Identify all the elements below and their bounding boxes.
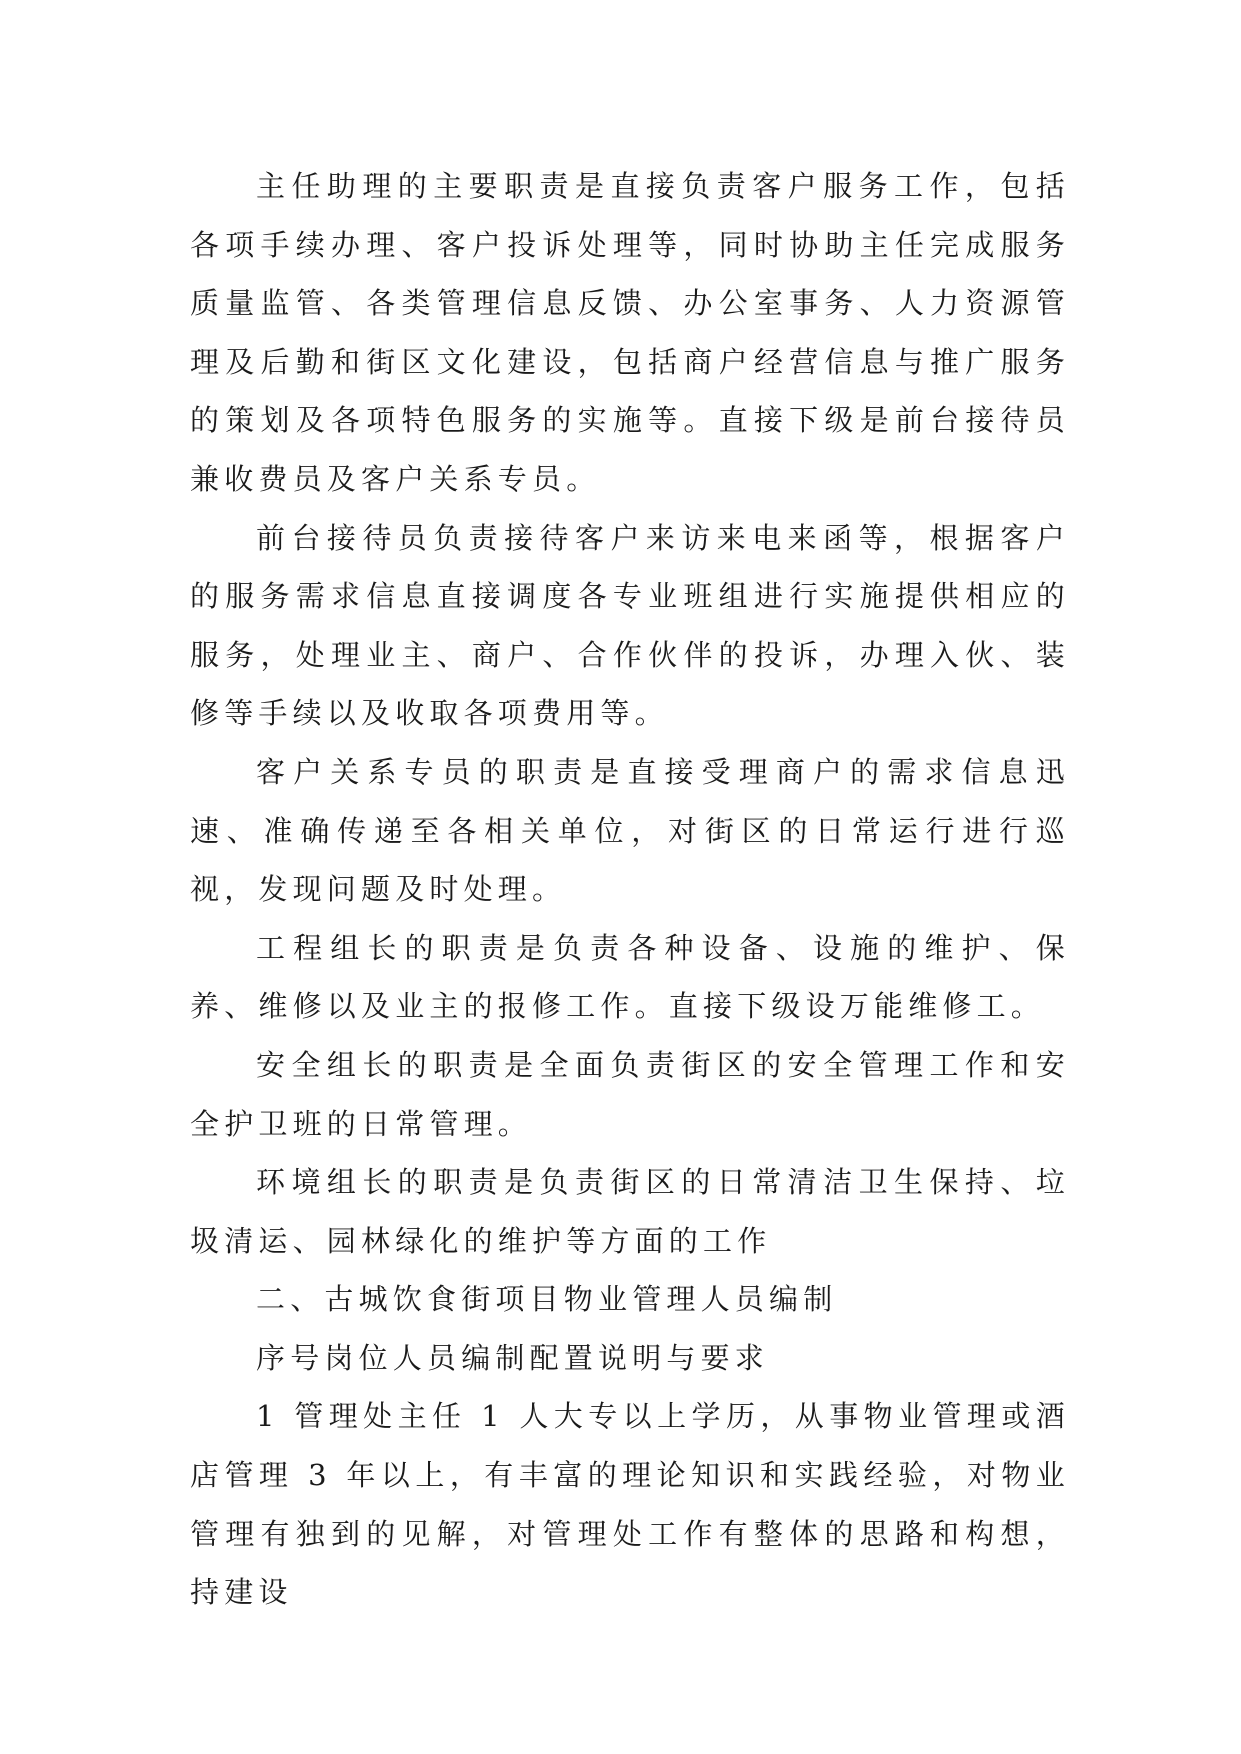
- document-page: [190, 157, 1070, 1622]
- paragraph-engineering-leader-duties: 工程组长的职责是负责各种设备、设施的维护、保养、维修以及业主的报修工作。直接下级设万能维修工。: [190, 930, 1070, 1024]
- staffing-row-director: 1 管理处主任 1 人大专以上学历，从事物业管理或酒店管理 3 年以上，有丰富的理论知识和实践经验，对物业管理有独到的见解，对管理处工作有整体的思路和构想，持建设: [190, 1399, 1070, 1610]
- paragraph-front-desk-duties: 前台接待员负责接待客户来访来电来函等，根据客户的服务需求信息直接调度各专业班组进行实施提供相应的服务，处理业主、商户、合作伙伴的投诉，办理入伙、装修等手续以及收取各项费用等。: [190, 520, 1070, 731]
- section-heading-staffing: 二、古城饮食街项目物业管理人员编制: [256, 1282, 838, 1317]
- table-header-line: 序号岗位人员编制配置说明与要求: [256, 1340, 770, 1375]
- paragraph-environment-leader-duties: 环境组长的职责是负责街区的日常清洁卫生保持、垃圾清运、园林绿化的维护等方面的工作: [190, 1165, 1070, 1258]
- paragraph-customer-relations-duties: 客户关系专员的职责是直接受理商户的需求信息迅速、准确传递至各相关单位，对街区的日常运行进行巡视，发现问题及时处理。: [190, 754, 1070, 907]
- paragraph-assistant-director-duties: 主任助理的主要职责是直接负责客户服务工作，包括各项手续办理、客户投诉处理等，同时协助主任完成服务质量监管、各类管理信息反馈、办公室事务、人力资源管理及后勤和街区文化建设，包括商户经营信息与推广服务的策划及各项特色服务的实施等。直接下级是前台接待员兼收费员及客户关系专员。: [190, 169, 1070, 496]
- paragraph-security-leader-duties: 安全组长的职责是全面负责街区的安全管理工作和安全护卫班的日常管理。: [190, 1047, 1070, 1141]
